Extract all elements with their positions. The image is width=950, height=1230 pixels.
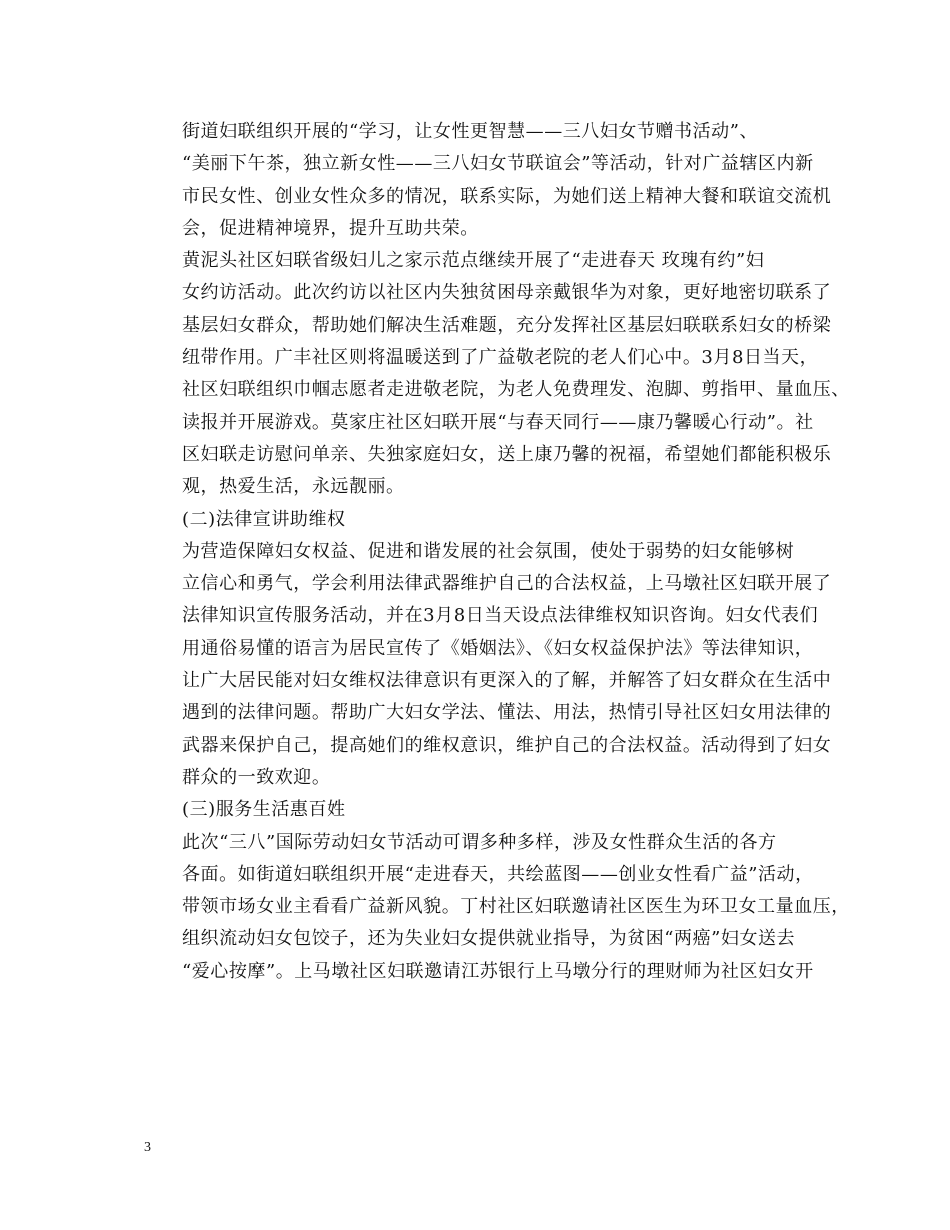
text-line: 社区妇联组织巾帼志愿者走进敬老院，为老人免费理发、泡脚、剪指甲、量血压、 xyxy=(182,379,850,401)
text-line: 女约访活动。此次约访以社区内失独贫困母亲戴银华为对象，更好地密切联系了 xyxy=(182,282,832,304)
paragraph xyxy=(144,116,832,245)
paragraph xyxy=(144,794,824,826)
text-line: 遇到的法律问题。帮助广大妇女学法、懂法、用法，热情引导社区妇女用法律的 xyxy=(182,702,832,724)
body-text xyxy=(144,116,850,988)
text-line: 组织流动妇女包饺子，还为失业妇女提供就业指导，为贫困“两癌”妇女送去 xyxy=(182,928,796,950)
text-line: 黄泥头社区妇联省级妇儿之家示范点继续开展了“走进春天 玫瑰有约”妇 xyxy=(182,250,765,272)
text-line: “美丽下午茶，独立新女性——三八妇女节联谊会”等活动，针对广益辖区内新 xyxy=(182,153,814,175)
text-line: 各面。如街道妇联组织开展“走进春天，共绘蓝图——创业女性看广益”活动， xyxy=(182,863,814,885)
text-line: 纽带作用。广丰社区则将温暖送到了广益敬老院的老人们心中。3月8日当天， xyxy=(182,347,819,369)
text-line: 会，促进精神境界，提升互助共荣。 xyxy=(182,217,479,239)
text-line: 观，热爱生活，永远靓丽。 xyxy=(182,476,405,498)
paragraph xyxy=(144,827,850,988)
text-line: (二)法律宣讲助维权 xyxy=(182,508,346,530)
text-line: 用通俗易懂的语言为居民宣传了《婚姻法》、《妇女权益保护法》等法律知识， xyxy=(182,637,814,659)
page-number: 3 xyxy=(144,1140,151,1155)
text-line: 让广大居民能对妇女维权法律意识有更深入的了解，并解答了妇女群众在生活中 xyxy=(182,670,832,692)
text-line: 法律知识宣传服务活动，并在3月8日当天设点法律维权知识咨询。妇女代表们 xyxy=(182,605,819,627)
text-line: 此次“三八”国际劳动妇女节活动可谓多种多样，涉及女性群众生活的各方 xyxy=(182,831,777,853)
paragraph xyxy=(144,536,832,794)
text-line: 立信心和勇气，学会利用法律武器维护自己的合法权益，上马墩社区妇联开展了 xyxy=(182,573,832,595)
paragraph xyxy=(144,504,824,536)
text-line: “爱心按摩”。上马墩社区妇联邀请江苏银行上马墩分行的理财师为社区妇女开 xyxy=(182,960,814,982)
text-line: 市民女性、创业女性众多的情况，联系实际，为她们送上精神大餐和联谊交流机 xyxy=(182,185,832,207)
text-line: 读报并开展游戏。莫家庄社区妇联开展“与春天同行——康乃馨暖心行动”。社 xyxy=(182,411,814,433)
text-line: (三)服务生活惠百姓 xyxy=(182,799,346,821)
text-line: 群众的一致欢迎。 xyxy=(182,766,331,788)
text-line: 为营造保障妇女权益、促进和谐发展的社会氛围，使处于弱势的妇女能够树 xyxy=(182,540,795,562)
text-line: 区妇联走访慰问单亲、失独家庭妇女，送上康乃馨的祝福，希望她们都能积极乐 xyxy=(182,443,832,465)
paragraph xyxy=(144,245,850,503)
text-line: 街道妇联组织开展的“学习，让女性更智慧——三八妇女节赠书活动”、 xyxy=(182,121,759,142)
text-line: 基层妇女群众，帮助她们解决生活难题，充分发挥社区基层妇联联系妇女的桥梁 xyxy=(182,314,832,336)
text-line: 武器来保护自己，提高她们的维权意识，维护自己的合法权益。活动得到了妇女 xyxy=(182,734,832,756)
text-line: 带领市场女业主看看广益新风貌。丁村社区妇联邀请社区医生为环卫女工量血压， xyxy=(182,896,850,918)
